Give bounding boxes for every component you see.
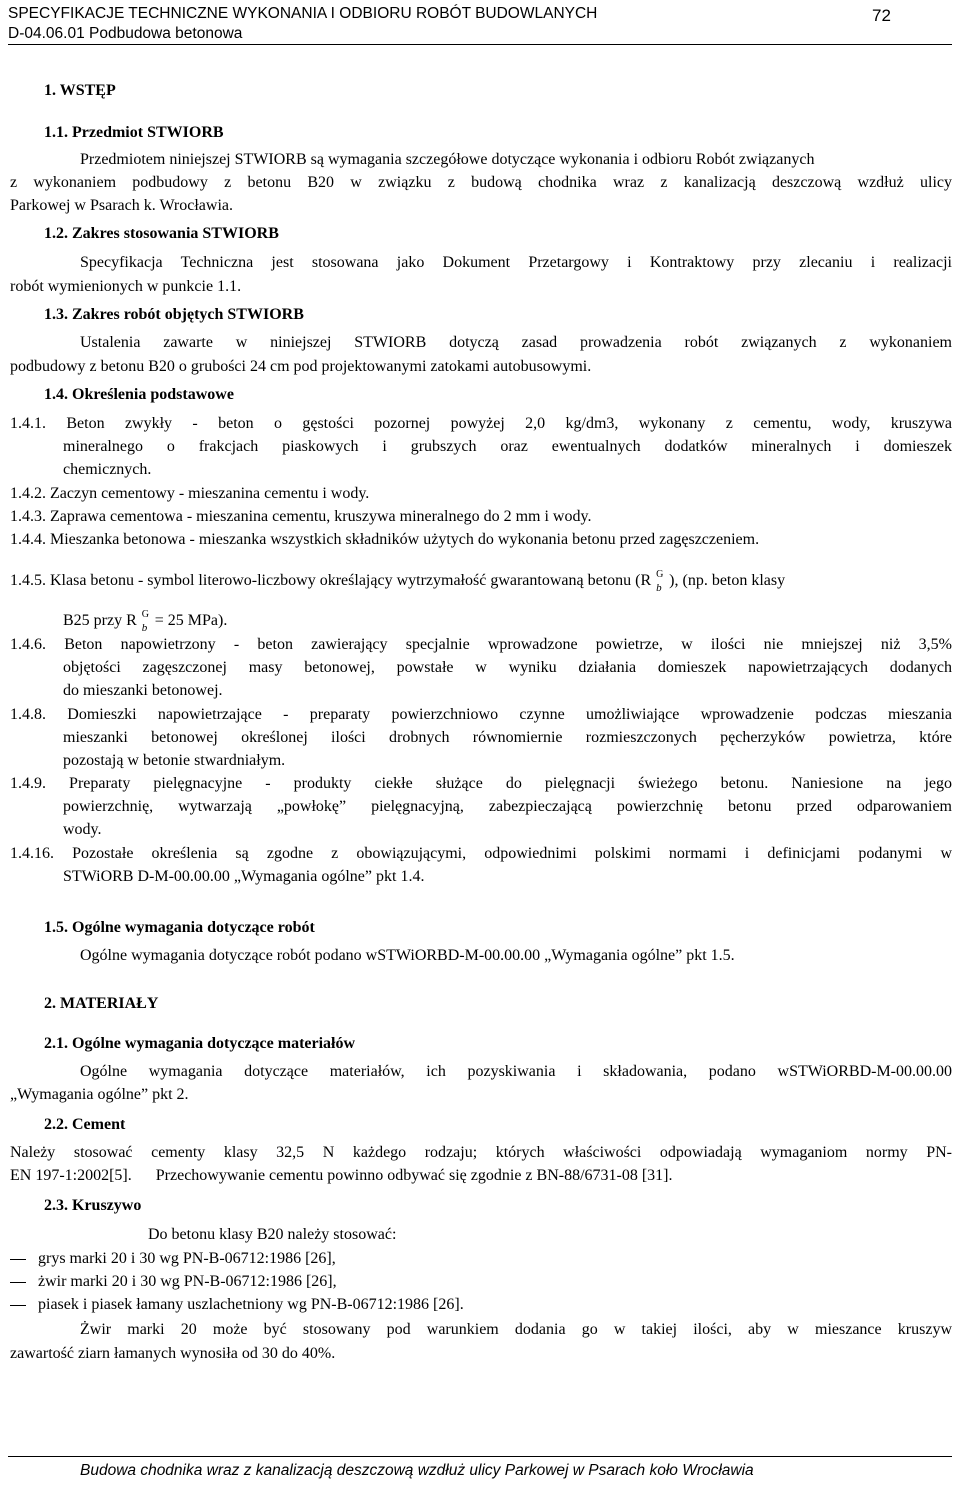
page-number: 72 — [872, 6, 891, 25]
definition-1-4-5-text: 1.4.5. Klasa betonu - symbol literowo-liczbowy określający wytrzymałość gwarantowaną betonu (R — [10, 572, 652, 589]
section-1-3-heading: 1.3. Zakres robót objętych STWIORB — [44, 306, 304, 323]
section-1-2-heading: 1.2. Zakres stosowania STWIORB — [44, 225, 279, 242]
section-1-1-line: z wykonaniem podbudowy z betonu B20 w związku z budową chodnika wraz z kanalizacją deszczową wzdłuż ulicy — [10, 174, 952, 191]
section-1-4-heading: 1.4. Określenia podstawowe — [44, 386, 234, 403]
section-2-3-heading: 2.3. Kruszywo — [44, 1197, 142, 1214]
list-bullet-dash — [10, 1259, 26, 1260]
definition-1-4-5-text: ), (np. beton klasy — [665, 572, 786, 589]
section-1-5-line: Ogólne wymagania dotyczące robót podano wSTWiORBD-M-00.00.00 „Wymagania ogólne” pkt 1.5. — [80, 947, 735, 964]
definition-1-4-6-cont: objętości zagęszczonej masy betonowej, powstałe w wyniku działania domieszek napowietrzających dodanych — [63, 659, 952, 676]
section-2-2-heading: 2.2. Cement — [44, 1116, 126, 1133]
definition-1-4-1-cont: mineralnego o frakcjach piaskowych i grubszych oraz ewentualnych dodatków mineralnych i domieszek — [63, 438, 952, 455]
section-1-1-heading: 1.1. Przedmiot STWIORB — [44, 124, 224, 141]
header-title: SPECYFIKACJE TECHNICZNE WYKONANIA I ODBIORU ROBÓT BUDOWLANYCH — [8, 5, 598, 22]
definition-1-4-3: 1.4.3. Zaprawa cementowa - mieszanina cementu, kruszywa mineralnego do 2 mm i wody. — [10, 508, 592, 525]
section-1-1-line: Przedmiotem niniejszej STWIORB są wymagania szczegółowe dotyczące wykonania i odbioru Robót związanych — [80, 151, 815, 168]
footer-text: Budowa chodnika wraz z kanalizacją deszczową wzdłuż ulicy Parkowej w Psarach koło Wrocławia — [80, 1462, 754, 1479]
section-2-3-intro: Do betonu klasy B20 należy stosować: — [148, 1226, 397, 1243]
section-2-3-closing: zawartość ziarn łamanych wynosiła od 30 do 40%. — [10, 1345, 336, 1362]
list-item: piasek i piasek łamany uszlachetniony wg PN-B-06712:1986 [26]. — [38, 1296, 464, 1313]
header-code: D-04.06.01 Podbudowa betonowa — [8, 25, 243, 42]
definition-1-4-16: 1.4.16. Pozostałe określenia są zgodne z obowiązującymi, odpowiednimi polskimi normami i definicjami podanymi w — [10, 845, 952, 862]
section-1-3-line: Ustalenia zawarte w niniejszej STWIORB dotyczą zasad prowadzenia robót związanych z wykonaniem — [80, 334, 952, 351]
definition-1-4-1: 1.4.1. Beton zwykły - beton o gęstości pozornej powyżej 2,0 kg/dm3, wykonany z cementu, wody, kruszywa — [10, 415, 952, 432]
definition-1-4-5 — [10, 569, 786, 594]
section-2-1-heading: 2.1. Ogólne wymagania dotyczące materiałów — [44, 1035, 356, 1052]
superscript-g: G — [141, 609, 150, 620]
section-2-2-line: EN 197-1:2002[5]. Przechowywanie cementu powinno odbywać się zgodnie z BN-88/6731-08 [31]. — [10, 1167, 673, 1184]
definition-1-4-5-text: B25 przy R — [63, 612, 137, 629]
definition-1-4-5-cont — [63, 609, 228, 634]
definition-1-4-2: 1.4.2. Zaczyn cementowy - mieszanina cementu i wody. — [10, 485, 370, 502]
definition-1-4-16-cont: STWiORB D-M-00.00.00 „Wymagania ogólne” pkt 1.4. — [63, 868, 425, 885]
definition-1-4-8-cont: mieszanki betonowej określonej ilości drobnych równomiernie rozmieszczonych pęcherzyków powietrza, które — [63, 729, 952, 746]
section-1-1-line: Parkowej w Psarach k. Wrocławia. — [10, 197, 233, 214]
section-1-2-line: Specyfikacja Techniczna jest stosowana jako Dokument Przetargowy i Kontraktowy przy zlecaniu i realizacji — [80, 254, 952, 271]
footer-rule — [8, 1456, 952, 1457]
list-item: grys marki 20 i 30 wg PN-B-06712:1986 [26], — [38, 1250, 336, 1267]
definition-1-4-6-cont: do mieszanki betonowej. — [63, 682, 223, 699]
section-2-2-line: Należy stosować cementy klasy 32,5 N każdego rodzaju; których właściwości odpowiadają wymaganiom normy PN- — [10, 1144, 952, 1161]
definition-1-4-1-cont: chemicznych. — [63, 461, 152, 478]
superscript-g: G — [656, 569, 664, 580]
list-bullet-dash — [10, 1282, 26, 1283]
section-2-1-line: „Wymagania ogólne” pkt 2. — [10, 1086, 189, 1103]
definition-1-4-4: 1.4.4. Mieszanka betonowa - mieszanka wszystkich składników użytych do wykonania betonu przed zagęszczeniem. — [10, 531, 760, 548]
section-1-2-line: robót wymienionych w punkcie 1.1. — [10, 278, 242, 295]
list-bullet-dash — [10, 1305, 26, 1306]
subscript-b: b — [656, 582, 662, 594]
section-2-3-closing: Żwir marki 20 może być stosowany pod warunkiem dodania go w takiej ilości, aby w mieszance kruszyw — [80, 1321, 952, 1338]
list-item: żwir marki 20 i 30 wg PN-B-06712:1986 [26], — [38, 1273, 337, 1290]
definition-1-4-8-cont: pozostają w betonie stwardniałym. — [63, 752, 286, 769]
definition-1-4-6: 1.4.6. Beton napowietrzony - beton zawierający specjalnie wprowadzone powietrze, w ilości nie mniejszej niż 3,5% — [10, 636, 952, 653]
section-1-5-heading: 1.5. Ogólne wymagania dotyczące robót — [44, 919, 315, 936]
section-2-heading: 2. MATERIAŁY — [44, 995, 159, 1012]
section-1-heading: 1. WSTĘP — [44, 82, 116, 99]
section-1-3-line: podbudowy z betonu B20 o grubości 24 cm pod projektowanymi zatokami autobusowymi. — [10, 358, 592, 375]
definition-1-4-8: 1.4.8. Domieszki napowietrzające - preparaty powierzchniowo czynne umożliwiające wprowadzenie podczas mieszania — [10, 706, 952, 723]
subscript-b: b — [141, 622, 148, 634]
definition-1-4-5-text: = 25 MPa). — [150, 612, 228, 629]
header-rule — [8, 44, 952, 45]
section-2-1-line: Ogólne wymagania dotyczące materiałów, ich pozyskiwania i składowania, podano wSTWiORBD-M-00.00.00 — [80, 1063, 952, 1080]
definition-1-4-9-cont: wody. — [63, 821, 102, 838]
definition-1-4-9: 1.4.9. Preparaty pielęgnacyjne - produkty ciekłe służące do pielęgnacji świeżego betonu. Naniesione na jego — [10, 775, 952, 792]
definition-1-4-9-cont: powierzchnię, wytwarzają „powłokę” pielęgnacyjną, zabezpieczającą powierzchnię betonu przed odparowaniem — [63, 798, 952, 815]
